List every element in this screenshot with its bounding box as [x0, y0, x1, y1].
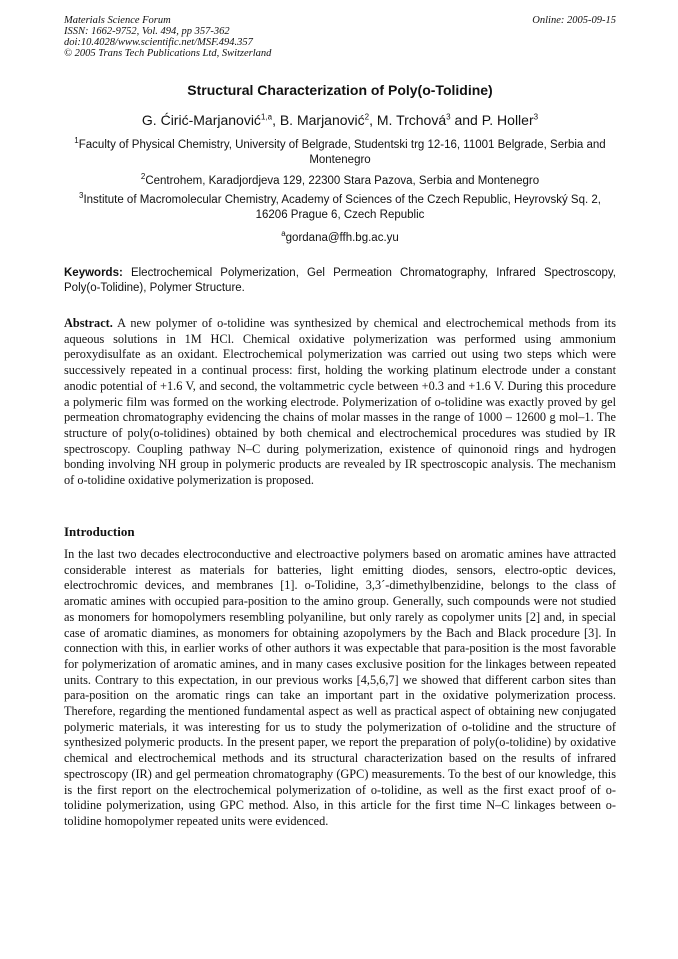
section-heading-introduction: Introduction — [64, 524, 135, 539]
affiliation-3 — [64, 193, 616, 223]
author-affiliation-mark: 3 — [446, 112, 451, 122]
affiliation-text: Faculty of Physical Chemistry, University of Belgrade, Studentski trg 12-16, 11001 Belgrade, Serbia and Montenegro — [78, 139, 606, 166]
abstract-label: Abstract. — [64, 316, 113, 330]
journal-issn: ISSN: 1662-9752, Vol. 494, pp 357-362 — [64, 26, 230, 37]
affiliation-mark: a — [281, 229, 286, 239]
author-name: G. Ćirić-Marjanović — [141, 112, 261, 128]
affiliation-mark: 3 — [79, 191, 84, 201]
affiliation-2 — [64, 174, 616, 189]
corresponding-email — [64, 231, 616, 246]
keywords-label: Keywords: — [64, 267, 123, 279]
author-name: , B. Marjanović — [272, 112, 365, 128]
abstract-text: A new polymer of o-tolidine was synthesized by chemical and electrochemical methods from its aqueous solutions in 1M HCl. Chemical oxidative polymerization was performed using ammonium peroxydisulfate as an oxidant. Electrochemical polymerization was carried out using two steps which were successively repeated in a continual process: first, holding the working platinum electrode under a constant anodic potential of +1.6 V, and second, the voltammetric cycle between +0.3 and +1.6 V. During this procedure a polymeric film was formed on the working electrode. Polymerization of o-tolidine was exactly proved by gel permeation chromatography evidencing the chains of molar masses in the range of 1000 – 12600 g mol–1. The structure of poly(o-tolidines) obtained by both chemical and electrochemical procedures was studied by IR spectroscopy. Coupling pathway N–C during polymerization, existence of quinonoid rings and hydrogen bonding involving NH group in polymeric products are revealed by IR spectroscopic analysis. The mechanism of o-tolidine oxidative polymerization is proposed. — [64, 316, 616, 488]
paper-title: Structural Characterization of Poly(o-Tolidine) — [187, 82, 493, 98]
journal-header — [64, 15, 616, 59]
journal-name: Materials Science Forum — [64, 15, 171, 26]
affiliation-text: Centrohem, Karadjordjeva 129, 22300 Stara Pazova, Serbia and Montenegro — [145, 175, 540, 187]
author-affiliation-mark: 3 — [533, 112, 539, 122]
abstract — [64, 316, 616, 489]
author-affiliation-mark: 2 — [364, 112, 370, 122]
email-text: gordana@ffh.bg.ac.yu — [285, 232, 399, 244]
author-name: and P. Holler — [450, 112, 534, 128]
author-name: , M. Trchová — [369, 112, 447, 128]
author-list — [64, 112, 616, 128]
affiliation-text: Institute of Macromolecular Chemistry, Academy of Sciences of the Czech Republic, Heyrovský Sq. 2, 16206 Prague 6, Czech Republic — [83, 194, 601, 221]
affiliation-1 — [64, 138, 616, 168]
keywords-text: Electrochemical Polymerization, Gel Permeation Chromatography, Infrared Spectroscopy, Poly(o-Tolidine), Polymer Structure. — [64, 267, 616, 294]
author-affiliation-mark: 1,a — [260, 112, 273, 122]
journal-copyright: © 2005 Trans Tech Publications Ltd, Switzerland — [64, 48, 272, 59]
journal-doi: doi:10.4028/www.scientific.net/MSF.494.357 — [64, 37, 253, 48]
introduction-paragraph: In the last two decades electroconductive and electroactive polymers based on aromatic amines have attracted considerable interest as materials for batteries, light emitting diodes, sensors, electro-optic devices, electrochromic devices, and membranes [1]. o-Tolidine, 3,3´-dimethylbenzidine, belongs to the class of aromatic amines with occupied para-position to the amino group. Generally, such compounds were not studied as monomers for homopolymers resembling polyaniline, but only rarely as copolymer units [2] and, in special case of aromatic diamines, as monomers for obtaining azopolymers by the Bach and Black procedure [3]. In connection with this, in earlier works of other authors it was expectable that para-position is the most favorable for polymerization of aromatic amines, and in many cases exclusive position for the linkages between repeated units. Contrary to this expectation, in our previous works [4,5,6,7] we showed that different carbon sites than para-position on the aromatic rings can take an important part in the oxidative polymerization process. Therefore, regarding the mentioned fundamental aspect as well as practical aspect of obtaining new conjugated polymeric materials, it was interesting for us to study the polymerization of o-tolidine and the structure of synthesized polymeric products. In the present paper, we report the preparation of poly(o-tolidine) by oxidative chemical and electrochemical methods and its structural characterization based on the results of infrared spectroscopy (IR) and gel permeation chromatography (GPC) measurements. To the best of our knowledge, this is the first report on the electrochemical polymerization of o-tolidine, as well as the first exact proof of o-tolidine polymerization, using GPC method. Also, in this article for the first time N–C linkages between o-tolidine homopolymer repeated units were evidenced. — [64, 547, 616, 828]
affiliation-mark: 1 — [74, 136, 79, 146]
keywords — [64, 266, 616, 296]
online-date: Online: 2005-09-15 — [532, 15, 616, 26]
affiliation-mark: 2 — [140, 172, 146, 182]
